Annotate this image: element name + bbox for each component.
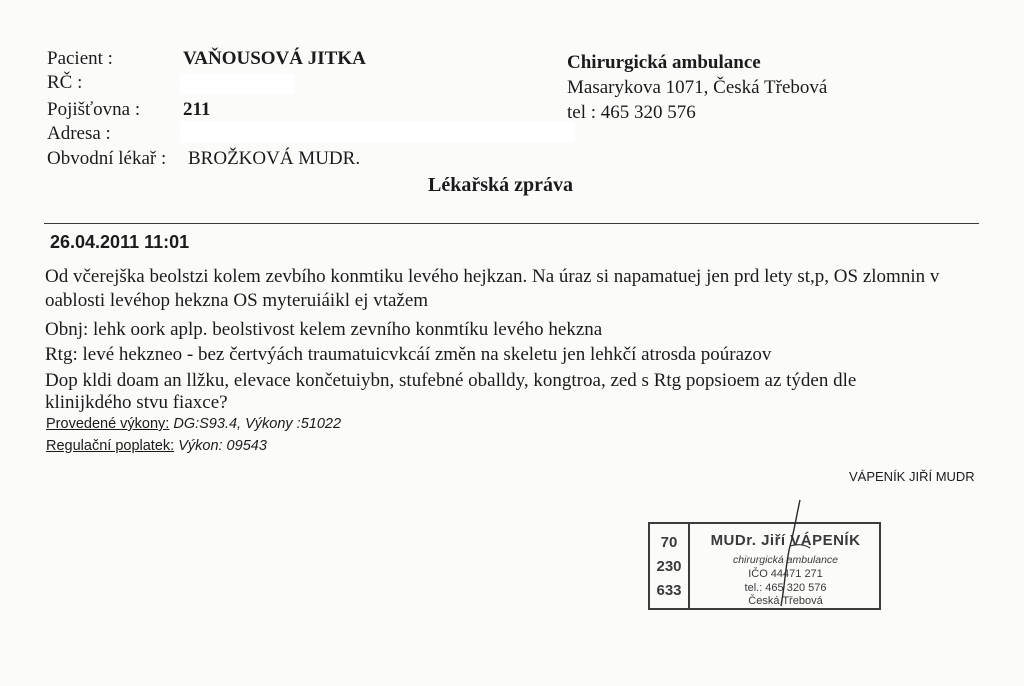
stamp-code-column [650,524,690,608]
stamp-code-2: 230 [656,558,682,575]
report-datetime: 26.04.2011 11:01 [50,232,190,252]
clinic-phone: tel : 465 320 576 [567,102,696,123]
stamp-city: Česká Třebová [748,595,823,607]
handwritten-signature [760,498,830,608]
rc-label: RČ : [47,72,83,93]
gp-value: BROŽKOVÁ MUDR. [188,148,361,169]
report-line-3: Obnj: lehk oork aplp. beolstivost kelem zevního konmtíku levého hekzna [45,319,603,340]
stamp-ico: IČO 44471 271 [748,568,823,580]
clinic-name: Chirurgická ambulance [567,52,761,73]
report-line-5: Dop kldi doam an llžku, elevace končetuiybn, stufebné oballdy, kongtroa, zed s Rtg popsioem az týden dle [45,370,857,391]
patient-name-value: VAŇOUSOVÁ JITKA [183,48,366,69]
clinic-address: Masarykova 1071, Česká Třebová [567,77,828,98]
insurance-value: 211 [183,99,211,120]
procedures-value: DG:S93.4, Výkony :51022 [173,416,342,432]
stamp-department: chirurgická ambulance [732,554,839,566]
physician-name: VÁPENÍK JIŘÍ MUDR [849,469,975,484]
redaction-rc [180,74,295,94]
fee-value: Výkon: 09543 [178,438,267,454]
fee-row [46,438,267,454]
procedures-row [46,416,341,432]
stamp-doctor-name: MUDr. Jiří VÁPENÍK [710,532,861,549]
procedures-label: Provedené výkony: [46,416,170,432]
stamp-phone: tel.: 465 320 576 [744,582,827,594]
report-line-1: Od včerejška beolstzi kolem zevbího konmtiku levého hejkzan. Na úraz si napamatuej jen prd lety st,p, OS zlomnin v [45,266,940,287]
gp-label: Obvodní lékař : [47,148,167,169]
fee-label: Regulační poplatek: [46,438,175,454]
report-title: Lékařská zpráva [428,174,573,196]
report-line-2: oablosti levéhop hekzna OS myteruiáikl ej vtažem [45,290,429,311]
redaction-address [180,121,575,143]
stamp-code-1: 70 [660,534,678,551]
insurance-label: Pojišťovna : [47,99,141,120]
patient-name-label: Pacient : [47,48,113,69]
report-line-6: klinijkdého stvu fiaxce? [45,392,228,413]
report-line-4: Rtg: levé hekzneo - bez čertvýách traumatuicvkcáí změn na skeletu jen lehkčí atrosda poúrazov [45,344,772,365]
stamp-code-3: 633 [656,582,682,599]
header-divider [44,223,979,224]
address-label: Adresa : [47,123,111,144]
